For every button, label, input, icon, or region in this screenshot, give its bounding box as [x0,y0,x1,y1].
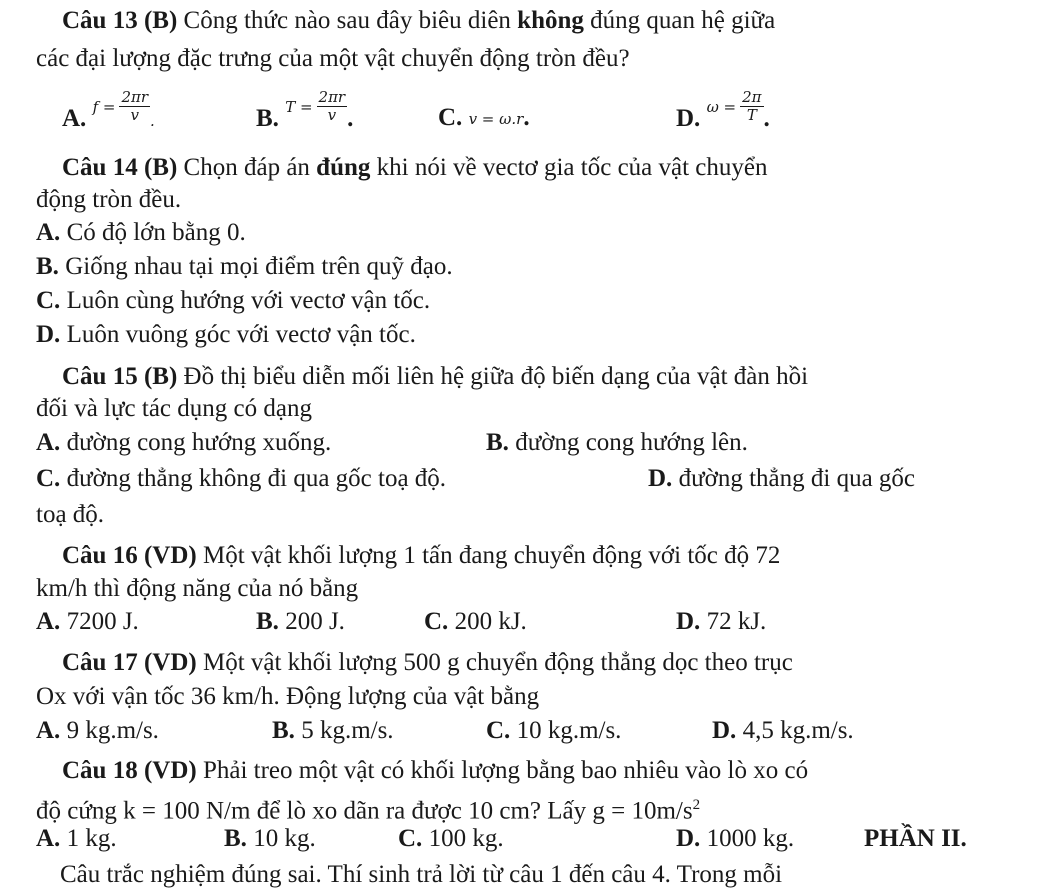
q13-option-c: C. v = ω.r. [438,104,530,131]
q14-option-b: B. Giống nhau tại mọi điểm trên quỹ đạo. [36,253,453,280]
q15-option-c: C. đường thẳng không đi qua gốc toạ độ. [36,465,447,492]
q15-line1: Câu 15 (B) Đồ thị biểu diễn mối liên hệ giữa độ biến dạng của vật đàn hồi [62,363,809,390]
q14-label: Câu 14 (B) [62,154,178,181]
q17-option-b: B. 5 kg.m/s. [272,717,394,744]
q15-option-b: B. đường cong hướng lên. [486,429,748,456]
q15-option-d-cont: toạ độ. [36,501,105,528]
q14-option-d: D. Luôn vuông góc với vectơ vận tốc. [36,321,416,348]
section-heading: PHẦN II. [864,825,967,852]
q16-option-a: A. 7200 J. [36,608,139,635]
q13-option-d: D. ω = $\frac{2\pi}{T}$ . [676,88,770,133]
q17-line2: Ox với vận tốc 36 km/h. Động lượng của vật bằng [36,683,540,710]
q17-option-a: A. 9 kg.m/s. [36,717,159,744]
q15-option-a: A. đường cong hướng xuống. [36,429,332,456]
q16-label: Câu 16 (VD) [62,542,197,569]
q18-line1: Câu 18 (VD) Phải treo một vật có khối lượng bằng bao nhiêu vào lò xo có [62,757,809,784]
q14-option-a: A. Có độ lớn bằng 0. [36,219,246,246]
cut-off-line: Câu trắc nghiệm đúng sai. Thí sinh trả lời từ câu 1 đến câu 4. Trong mỗi [60,861,783,888]
q17-option-d: D. 4,5 kg.m/s. [712,717,854,744]
q16-option-c: C. 200 kJ. [424,608,527,635]
q15-label: Câu 15 (B) [62,363,178,390]
q14-line2: động tròn đều. [36,186,182,213]
q15-line2: đối và lực tác dụng có dạng [36,395,312,422]
q17-line1: Câu 17 (VD) Một vật khối lượng 500 g chuyển động thẳng dọc theo trục [62,649,793,676]
q16-option-b: B. 200 J. [256,608,345,635]
q18-option-b: B. 10 kg. [224,825,316,852]
q13-label: Câu 13 (B) [62,7,178,34]
q13-option-a: A. f = $\frac{2\pi r}{v}$ . [62,88,155,133]
q13-line1: Câu 13 (B) Công thức nào sau đây biêu diên không đúng quan hệ giữa [62,7,776,34]
q18-option-c: C. 100 kg. [398,825,504,852]
q17-label: Câu 17 (VD) [62,649,197,676]
q15-option-d: D. đường thẳng đi qua gốc [648,465,916,492]
q16-line1: Câu 16 (VD) Một vật khối lượng 1 tấn đang chuyển động với tốc độ 72 [62,542,781,569]
q18-option-a: A. 1 kg. [36,825,117,852]
q14-option-c: C. Luôn cùng hướng với vectơ vận tốc. [36,287,431,314]
q18-option-d: D. 1000 kg. [676,825,795,852]
q13-option-b: B. T = $\frac{2\pi r}{v}$ . [256,88,354,133]
q16-line2: km/h thì động năng của nó bằng [36,575,359,602]
q13-line2: các đại lượng đặc trưng của một vật chuyển động tròn đều? [36,45,630,72]
q16-option-d: D. 72 kJ. [676,608,767,635]
q14-line1: Câu 14 (B) Chọn đáp án đúng khi nói về vectơ gia tốc của vật chuyển [62,154,768,181]
q17-option-c: C. 10 kg.m/s. [486,717,622,744]
q18-label: Câu 18 (VD) [62,757,197,784]
q18-line2: độ cứng k = 100 N/m để lò xo dãn ra được 10 cm? Lấy $g = 10m/s^2$ [36,797,701,825]
